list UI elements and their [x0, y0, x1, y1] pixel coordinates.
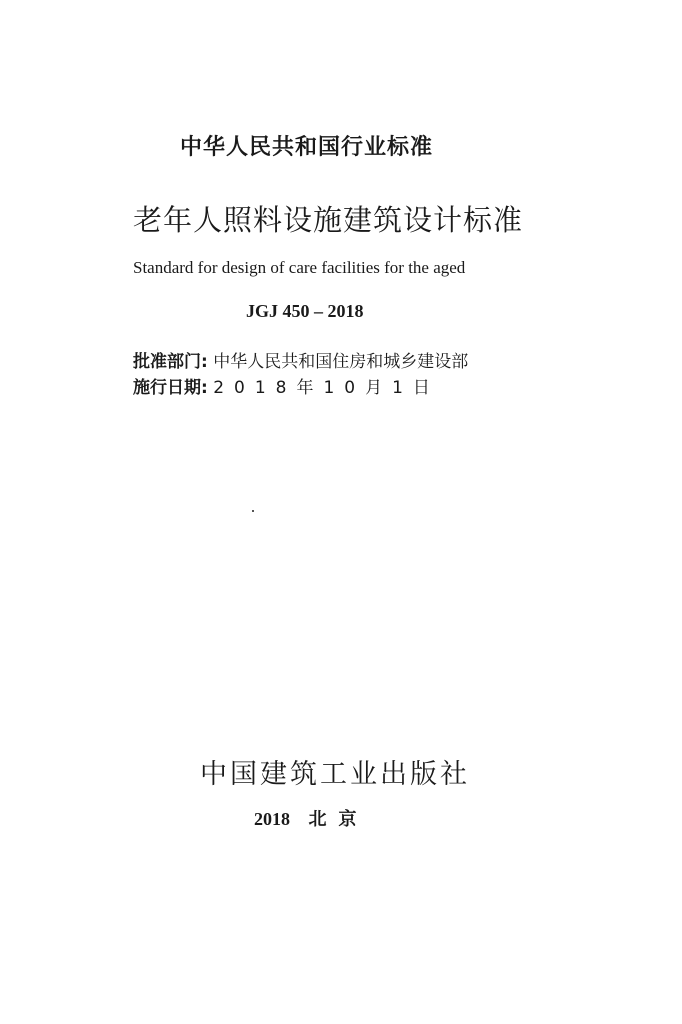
scan-speck — [252, 510, 254, 512]
document-title-chinese: 老年人照料设施建筑设计标准 — [133, 203, 524, 237]
publisher-name: 中国建筑工业出版社 — [200, 759, 470, 790]
publication-year: 2018 — [254, 809, 290, 829]
effective-label: 施行日期: — [133, 378, 208, 398]
approval-value: 中华人民共和国住房和城乡建设部 — [213, 352, 469, 372]
effective-value: 2018年10月1日 — [213, 378, 440, 398]
publication-info — [254, 805, 369, 831]
document-title-english: Standard for design of care facilities for the aged — [133, 258, 466, 277]
approval-department — [133, 347, 468, 372]
approval-label: 批准部门: — [133, 352, 208, 372]
effective-date — [133, 373, 440, 398]
standard-code: JGJ 450 – 2018 — [246, 301, 364, 321]
standard-category-header: 中华人民共和国行业标准 — [180, 135, 434, 160]
publication-city: 北京 — [308, 809, 369, 830]
